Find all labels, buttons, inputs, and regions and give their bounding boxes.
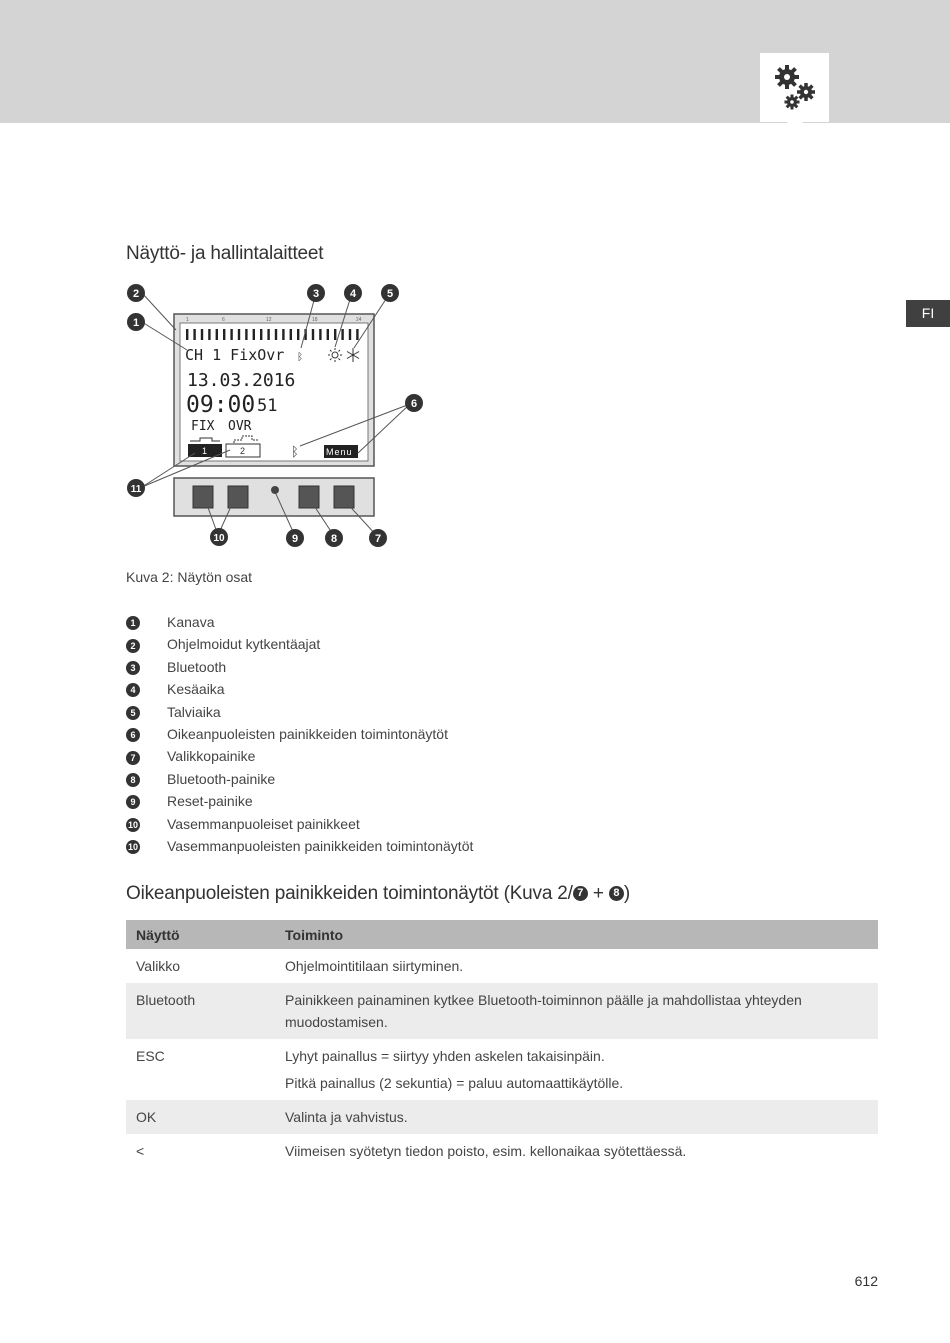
title-text: Oikeanpuoleisten painikkeiden toimintonäytöt (Kuva 2/: [126, 883, 573, 904]
channel-text: CH 1 FixOvr: [185, 346, 285, 364]
list-item: [126, 724, 448, 746]
hour-bar: [282, 329, 284, 340]
reset-button[interactable]: [271, 486, 279, 494]
table-cell-function: Viimeisen syötetyn tiedon poisto, esim. kellonaikaa syötettäessä.: [285, 1143, 687, 1159]
legend-label: Reset-painike: [167, 793, 253, 810]
hour-bar: [216, 329, 218, 340]
hour-bar: [223, 329, 225, 340]
title-text: ): [623, 883, 630, 904]
hour-bar: [208, 329, 210, 340]
timer-display-illustration: [120, 278, 430, 553]
table-cell-display: ESC: [136, 1048, 165, 1064]
list-item: [126, 679, 225, 701]
legend-number: 10: [127, 842, 138, 853]
fix-label: FIX: [191, 419, 215, 434]
legend-number: 5: [126, 706, 140, 720]
scale-label: 1: [186, 317, 189, 323]
menu-button[interactable]: [334, 486, 354, 508]
list-item: [126, 657, 227, 679]
hour-bar: [341, 329, 343, 340]
legend-label: Valikkopainike: [167, 748, 256, 765]
legend-label: Oikeanpuoleisten painikkeiden toimintonäytöt: [167, 725, 448, 742]
hour-bar: [267, 329, 269, 340]
page-number: 612: [854, 1273, 878, 1289]
hour-bar: [334, 329, 336, 340]
callout-label: 6: [410, 398, 418, 410]
callout-label: 9: [291, 533, 299, 545]
bluetooth-button[interactable]: [299, 486, 319, 508]
list-item: [126, 814, 360, 836]
ref-number: 8: [609, 886, 624, 901]
legend-number: 9: [126, 795, 140, 809]
function-text: Lyhyt painallus = siirtyy yhden askelen takaisinpäin.: [285, 1048, 605, 1064]
hour-bar: [290, 329, 292, 340]
table-row: [126, 1039, 878, 1100]
legend-label: Bluetooth: [167, 658, 227, 675]
legend-label: Kanava: [167, 614, 215, 630]
callout-label: 2: [132, 288, 140, 300]
left-button-1[interactable]: [193, 486, 213, 508]
callout-label: 10: [213, 533, 225, 544]
list-item: [126, 791, 253, 813]
function-table: [126, 920, 878, 1168]
hour-bar: [245, 329, 247, 340]
list-item: [126, 702, 221, 724]
hour-bar: [253, 329, 255, 340]
hour-bar: [319, 329, 321, 340]
bluetooth-icon: ᛒ: [291, 445, 299, 460]
gears-icon: [760, 53, 829, 122]
list-item: [126, 836, 474, 858]
table-cell-function: Painikkeen painaminen kytkee Bluetooth-toiminnon päälle ja mahdollistaa yhteyden muodostamisen.: [275, 983, 878, 1039]
table-cell-display: Bluetooth: [126, 983, 275, 1039]
table-cell-display: OK: [126, 1100, 275, 1134]
hour-bar: [349, 329, 351, 340]
legend-label: Talviaika: [167, 703, 221, 720]
legend-number: 1: [126, 616, 140, 630]
legend-label: Vasemmanpuoleisten painikkeiden toimintonäytöt: [167, 837, 474, 854]
callout-label: 1: [132, 317, 140, 329]
function-text-2: Pitkä painallus (2 sekuntia) = paluu automaattikäytölle.: [285, 1075, 624, 1091]
table-cell-function: Valinta ja vahvistus.: [275, 1100, 878, 1134]
button-2-label: 2: [240, 446, 246, 456]
section-title-functions: [126, 883, 630, 905]
table-row: [126, 1100, 878, 1134]
table-row: [126, 949, 878, 983]
table-cell-display: <: [136, 1143, 145, 1159]
button-1-label: 1: [202, 446, 208, 456]
legend-number: 3: [126, 661, 140, 675]
hour-bar: [356, 329, 358, 340]
hour-bar: [312, 329, 314, 340]
hour-bar: [327, 329, 329, 340]
callout-label: 5: [386, 288, 394, 300]
time-text: 09:00: [186, 392, 256, 418]
list-item: [126, 746, 256, 768]
legend-number: 2: [126, 639, 140, 653]
legend-label: Kesäaika: [167, 681, 225, 698]
callout-label: 8: [330, 533, 338, 545]
hour-bar: [260, 329, 262, 340]
hour-bar: [230, 329, 232, 340]
legend-number: 10: [127, 819, 138, 830]
hour-bar: [275, 329, 277, 340]
display-diagram: [120, 278, 430, 553]
legend-list: [126, 612, 474, 858]
callout-label: 4: [349, 288, 357, 300]
gear-badge: [760, 53, 829, 122]
scale-label: 24: [356, 317, 362, 323]
scale-label: 18: [312, 317, 318, 323]
legend-number: 4: [126, 683, 140, 697]
ref-number: 7: [573, 886, 588, 901]
callout-label: 7: [374, 533, 382, 545]
legend-number: 6: [126, 728, 140, 742]
scale-label: 6: [222, 317, 225, 323]
table-cell-function: [275, 1039, 878, 1100]
hour-bar: [186, 329, 188, 340]
badge-pointer: [786, 120, 804, 136]
ovr-label: OVR: [228, 419, 252, 434]
bluetooth-icon: ᛒ: [297, 352, 303, 363]
left-button-2[interactable]: [228, 486, 248, 508]
list-item: [126, 612, 215, 634]
hour-bar: [201, 329, 203, 340]
hour-bar: [193, 329, 195, 340]
callout-label: 3: [312, 288, 320, 300]
legend-label: Ohjelmoidut kytkentäajat: [167, 636, 321, 653]
legend-number: 8: [126, 773, 140, 787]
date-text: 13.03.2016: [187, 370, 296, 391]
menu-label: Menu: [326, 447, 353, 457]
table-cell-function: Ohjelmointitilaan siirtyminen.: [285, 958, 464, 974]
list-item: [126, 634, 321, 656]
callout-label: 11: [130, 484, 142, 495]
hour-bar: [238, 329, 240, 340]
hour-bar: [297, 329, 299, 340]
table-cell-display: Valikko: [136, 958, 181, 974]
column-header: Näyttö: [126, 920, 275, 949]
column-header: Toiminto: [275, 920, 878, 949]
section-title: Näyttö- ja hallintalaitteet: [126, 243, 324, 264]
table-header-row: [126, 920, 878, 949]
table-row: [126, 983, 878, 1039]
table-row: [126, 1134, 878, 1168]
scale-label: 12: [266, 317, 272, 323]
legend-number: 7: [126, 751, 140, 765]
list-item: [126, 769, 276, 791]
seconds-text: 51: [257, 396, 278, 416]
legend-label: Vasemmanpuoleiset painikkeet: [167, 815, 360, 832]
figure-caption: Kuva 2: Näytön osat: [126, 569, 253, 585]
legend-label: Bluetooth-painike: [167, 770, 276, 787]
plus-sign: +: [592, 883, 604, 904]
language-tab[interactable]: FI: [906, 300, 950, 327]
